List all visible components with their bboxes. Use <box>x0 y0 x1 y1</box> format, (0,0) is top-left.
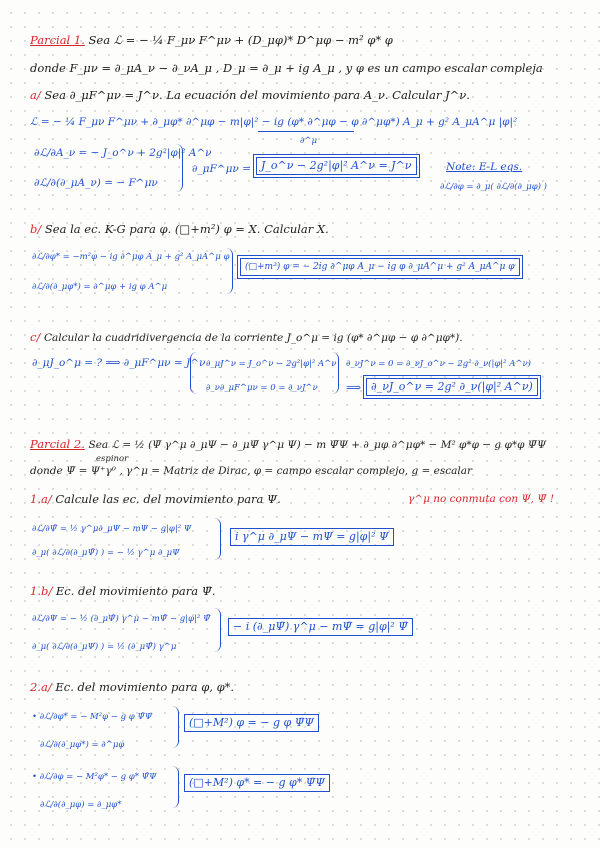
p2-q1a-result-box: i γ^μ ∂_μΨ − mΨ = g|φ|² Ψ <box>230 528 394 546</box>
p1-header <box>30 33 393 47</box>
p2-q2a-deriv-1: • ∂ℒ/∂φ* = − M²φ − g φ Ψ̄Ψ <box>32 712 153 722</box>
p2-q2a-deriv-2: ∂ℒ/∂(∂_μφ*) = ∂^μφ <box>40 740 125 750</box>
p2-q2b-deriv-1: • ∂ℒ/∂φ = − M²φ* − g φ* Ψ̄Ψ <box>32 772 157 782</box>
p1-c-line <box>30 330 463 345</box>
p1-a-underline <box>258 131 354 132</box>
p2-q1a-line <box>30 492 281 506</box>
p2-q1b-result-box: − i (∂_μΨ̄) γ^μ − mΨ̄ = g|φ|² Ψ̄ <box>228 618 413 636</box>
p1-b-brace <box>226 248 233 294</box>
p2-red-note: γ^μ no conmuta con Ψ, Ψ̄ ! <box>408 493 555 505</box>
p1-c-brace-left <box>190 352 197 394</box>
p1-a-result-box: J_o^ν − 2g²|φ|² A^ν = J^ν <box>256 157 417 175</box>
p2-q1a-text: Calcule las ec. del movimiento para Ψ. <box>55 492 281 506</box>
p2-q2a-line <box>30 680 234 694</box>
p1-c-line-1b: ∂_νJ^ν = 0 = ∂_νJ_o^ν − 2g² ∂_ν(|φ|² A^ν) <box>346 359 531 369</box>
p1-b-line <box>30 222 329 236</box>
p2-q2a-result-box: (□+M²) φ = − g φ Ψ̄Ψ <box>184 714 319 732</box>
p2-spinor-note: espinor <box>96 454 129 464</box>
p2-donde: donde Ψ̄ = Ψ⁺γ⁰ , γ^μ = Matriz de Dirac, φ = campo escalar complejo, g = escalar <box>30 465 473 477</box>
p1-a-under-label: ∂^μ <box>300 136 318 146</box>
p1-a-result-pre: ∂_μF^μν = <box>192 163 251 175</box>
p1-c-result-box: ∂_νJ_o^ν = 2g² ∂_ν(|φ|² A^ν) <box>366 378 538 396</box>
p2-q1b-deriv-2: ∂_μ( ∂ℒ/∂(∂_μΨ) ) = ½ (∂_μΨ̄) γ^μ <box>32 642 177 652</box>
p1-c-line-2: ∂_ν∂_μF^μν = 0 = ∂_νJ^ν <box>206 383 318 393</box>
p1-b-deriv-1: ∂ℒ/∂φ* = −m²φ − ig ∂^μφ A_μ + g² A_μA^μ φ <box>32 252 230 262</box>
p2-q1a-brace <box>214 518 221 560</box>
p1-note-title-text: Note: E-L eqs. <box>446 161 523 173</box>
p1-title: Parcial 1. <box>30 33 85 47</box>
p1-a-deriv-1: ∂ℒ/∂A_ν = − J_o^ν + 2g²|φ|² A^ν <box>34 147 212 159</box>
p1-c-label: c/ <box>30 330 41 344</box>
p1-c-brace-right <box>332 352 339 394</box>
p2-q2a-brace <box>172 706 179 748</box>
p1-a-lagrangian: ℒ = − ¼ F_μν F^μν + ∂_μφ* ∂^μφ − m|φ|² − ig (φ* ∂^μφ − φ ∂^μφ*) A_μ + g² A_μA^μ |φ|² <box>30 116 518 128</box>
p2-q1a-deriv-2: ∂_μ( ∂ℒ/∂(∂_μΨ̄) ) = − ½ γ^μ ∂_μΨ <box>32 548 180 558</box>
p1-a-line <box>30 88 470 102</box>
p2-q1a-label: 1.a/ <box>30 492 52 506</box>
p2-q2b-brace <box>172 766 179 808</box>
p2-q1b-text: Ec. del movimiento para Ψ̄. <box>55 584 216 598</box>
p2-q1b-deriv-1: ∂ℒ/∂Ψ = − ½ (∂_μΨ̄) γ^μ − mΨ̄ − g|φ|² Ψ̄ <box>32 614 211 624</box>
p2-q1b-label: 1.b/ <box>30 584 53 598</box>
p2-q2b-deriv-2: ∂ℒ/∂(∂_μφ) = ∂_μφ* <box>40 800 122 810</box>
p1-b-result-box: (□+m²) φ = − 2ig ∂^μφ A_μ − ig φ ∂_μA^μ + g² A_μA^μ φ <box>240 258 520 276</box>
p1-a-label: a/ <box>30 88 41 102</box>
p2-q1b-line <box>30 584 216 598</box>
p1-intro: Sea ℒ = − ¼ F_μν F^μν + (D_μφ)* D^μφ − m² φ* φ <box>88 33 393 47</box>
p1-b-text: Sea la ec. K-G para φ. (□+m²) φ = X. Calcular X. <box>44 222 329 236</box>
p1-a-brace <box>176 144 183 192</box>
p2-q1b-brace <box>214 608 221 652</box>
p1-a-text: Sea ∂_μF^μν = J^ν. La ecuación del movimiento para A_ν. Calcular J^ν. <box>44 88 470 102</box>
p1-c-text: Calcular la cuadridivergencia de la corriente J_o^μ = ig (φ* ∂^μφ − φ ∂^μφ*). <box>43 332 463 344</box>
p2-header <box>30 437 546 452</box>
p1-c-line-1: ∂_μJ^ν = J_o^ν − 2g²|φ|² A^ν <box>206 359 337 369</box>
p1-b-deriv-2: ∂ℒ/∂(∂_μφ*) = ∂^μφ + ig φ A^μ <box>32 282 168 292</box>
p1-donde: donde F_μν = ∂_μA_ν − ∂_νA_μ , D_μ = ∂_μ + ig A_μ , y φ es un campo escalar compleja <box>30 61 543 75</box>
p1-a-note-title <box>446 160 522 174</box>
p2-q1a-deriv-1: ∂ℒ/∂Ψ̄ = ½ γ^μ∂_μΨ − mΨ − g|φ|² Ψ <box>32 524 192 534</box>
p2-title: Parcial 2. <box>30 437 85 451</box>
p1-a-deriv-2: ∂ℒ/∂(∂_μA_ν) = − F^μν <box>34 177 158 189</box>
p1-b-label: b/ <box>30 222 42 236</box>
p1-c-question: ∂_μJ_o^μ = ? ⟹ ∂_μF^μν = J^ν <box>32 357 206 369</box>
p2-q2a-label: 2.a/ <box>30 680 52 694</box>
p1-c-arrow: ⟹ <box>346 382 362 394</box>
p1-a-note-eq: ∂ℒ/∂φ = ∂_μ( ∂ℒ/∂(∂_μφ) ) <box>440 182 547 192</box>
p2-intro: Sea ℒ = ½ (Ψ̄ γ^μ ∂_μΨ − ∂_μΨ̄ γ^μ Ψ) − m Ψ̄Ψ + ∂_μφ ∂^μφ* − M² φ*φ − g φ*φ Ψ̄Ψ <box>88 439 547 451</box>
p2-q2a-text: Ec. del movimiento para φ, φ*. <box>55 680 235 694</box>
p2-q2b-result-box: (□+M²) φ* = − g φ* Ψ̄Ψ <box>184 774 330 792</box>
